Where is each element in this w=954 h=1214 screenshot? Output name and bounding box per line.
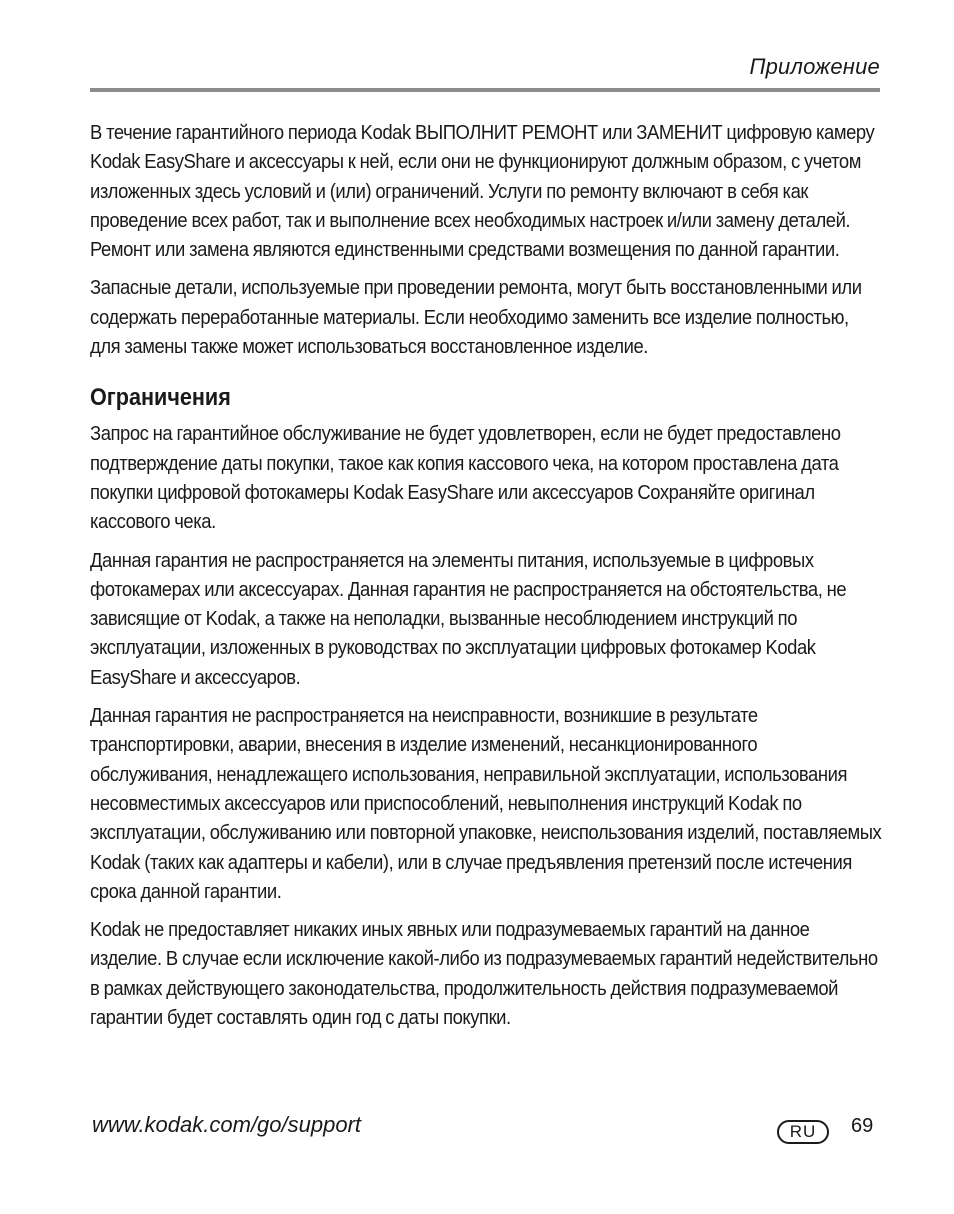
paragraph-proof-of-purchase: Запрос на гарантийное обслуживание не будет удовлетворен, если не будет предоставлено подтверждение даты покупки, такое как копия кассового чека, на котором проставлена дата покупки цифровой фотокамеры Kodak EasyShare или аксессуаров Сохраняйте оригинал кассового чека.: [90, 422, 841, 534]
page-content: [90, 118, 890, 1041]
page-number: 69: [851, 1115, 874, 1137]
header-divider: [90, 88, 880, 92]
paragraph-repair-or-replace: В течение гарантийного периода Kodak ВЫПОЛНИТ РЕМОНТ или ЗАМЕНИТ цифровую камеру Kodak EasyShare и аксессуары к ней, если они не функционируют должным образом, с учетом изложенных здесь условий и (или) ограничений. Услуги по ремонту включают в себя как проведение всех работ, так и выполнение всех необходимых настроек и/или замену деталей. Ремонт или замена являются единственными средствами возмещения по данной гарантии.: [90, 121, 875, 262]
paragraph-spare-parts: Запасные детали, используемые при проведении ремонта, могут быть восстановленными или содержать переработанные материалы. Если необходимо заменить все изделие полностью, для замены также может использоваться восстановленное изделие.: [90, 276, 862, 359]
paragraph-implied-warranties: Kodak не предоставляет никаких иных явных или подразумеваемых гарантий на данное изделие. В случае если исключение какой-либо из подразумеваемых гарантий недействительно в рамках действующего законодательства, продолжительность действия подразумеваемой гарантии будет составлять один год с даты покупки.: [90, 918, 878, 1030]
language-badge: RU: [777, 1120, 829, 1144]
header-section-title: Приложение: [749, 54, 880, 79]
section-heading-limitations: Ограничения: [90, 384, 231, 412]
paragraph-damage-exclusion: Данная гарантия не распространяется на неисправности, возникшие в результате транспортировки, аварии, внесения в изделие изменений, несанкционированного обслуживания, ненадлежащего использования, неправильной эксплуатации, использования несовместимых аксессуаров или приспособлений, невыполнения инструкций Kodak по эксплуатации, обслуживанию или повторной упаковке, неиспользования изделий, поставляемых Kodak (таких как адаптеры и кабели), или в случае предъявления претензий после истечения срока данной гарантии.: [90, 704, 882, 903]
paragraph-batteries-exclusion: Данная гарантия не распространяется на элементы питания, используемые в цифровых фотокамерах или аксессуарах. Данная гарантия не распространяется на обстоятельства, не зависящие от Kodak, а также на неполадки, вызванные несоблюдением инструкций по эксплуатации, изложенных в руководствах по эксплуатации цифровых фотокамер Kodak EasyShare и аксессуаров.: [90, 548, 847, 689]
support-url-link[interactable]: www.kodak.com/go/support: [92, 1112, 362, 1137]
